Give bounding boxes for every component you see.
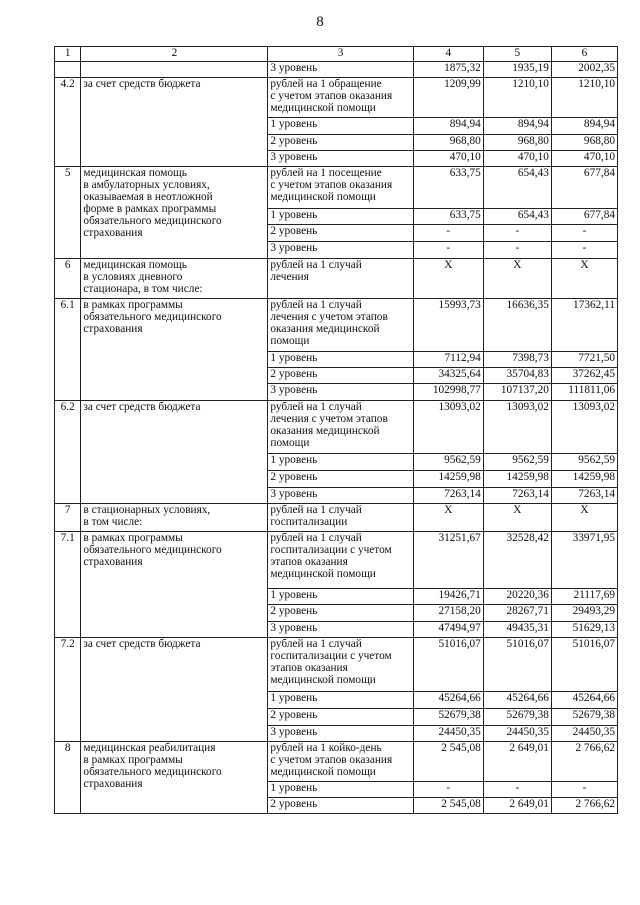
value-cell-year-2: 24450,35 xyxy=(483,726,551,742)
unit-cell: 1 уровень xyxy=(268,454,413,471)
value-cell-year-2: 51016,07 xyxy=(483,638,551,692)
unit-cell: 3 уровень xyxy=(268,242,413,259)
indicator-name-cell: за счет средств бюджета xyxy=(81,401,268,504)
value-cell-year-2: 16636,35 xyxy=(483,299,551,352)
value-cell-year-2: - xyxy=(483,242,551,259)
value-cell-year-3: X xyxy=(551,504,617,532)
indicator-name-cell: в рамках программы обязательного медицинского страхования xyxy=(81,532,268,638)
value-cell-year-1: 633,75 xyxy=(413,209,483,225)
unit-cell: 2 уровень xyxy=(268,605,413,622)
value-cell-year-1: 102998,77 xyxy=(413,384,483,401)
unit-cell: 1 уровень xyxy=(268,692,413,709)
unit-cell: 3 уровень xyxy=(268,384,413,401)
value-cell-year-3: - xyxy=(551,242,617,259)
value-cell-year-1: 34325,64 xyxy=(413,368,483,384)
value-cell-year-2: X xyxy=(483,504,551,532)
value-cell-year-2: 894,94 xyxy=(483,118,551,135)
value-cell-year-2: 14259,98 xyxy=(483,471,551,488)
unit-cell: рублей на 1 обращение с учетом этапов оказания медицинской помощи xyxy=(268,78,413,118)
value-cell-year-3: 9562,59 xyxy=(551,454,617,471)
table-row xyxy=(55,259,618,299)
value-cell-year-2: 654,43 xyxy=(483,167,551,209)
row-number-cell xyxy=(55,62,81,78)
table-row xyxy=(55,167,618,209)
value-cell-year-1: 470,10 xyxy=(413,151,483,167)
value-cell-year-3: 51629,13 xyxy=(551,622,617,638)
value-cell-year-2: 45264,66 xyxy=(483,692,551,709)
unit-cell: 1 уровень xyxy=(268,352,413,368)
row-number-cell: 6 xyxy=(55,259,81,299)
indicator-name-cell: медицинская реабилитация в рамках программы обязательного медицинского страхования xyxy=(81,742,268,814)
unit-cell: рублей на 1 случай госпитализации xyxy=(268,504,413,532)
value-cell-year-2: 32528,42 xyxy=(483,532,551,589)
page-number: 8 xyxy=(316,14,324,30)
unit-cell: 1 уровень xyxy=(268,118,413,135)
table-row xyxy=(55,78,618,118)
unit-cell: 3 уровень xyxy=(268,488,413,504)
value-cell-year-3: 37262,45 xyxy=(551,368,617,384)
value-cell-year-1: 968,80 xyxy=(413,135,483,151)
unit-cell: рублей на 1 случай лечения с учетом этапов оказания медицинской помощи xyxy=(268,401,413,454)
unit-cell: 2 уровень xyxy=(268,471,413,488)
row-number-cell: 7.1 xyxy=(55,532,81,638)
value-cell-year-1: 19426,71 xyxy=(413,589,483,605)
value-cell-year-1: 2 545,08 xyxy=(413,742,483,782)
unit-cell: 3 уровень xyxy=(268,726,413,742)
value-cell-year-2: 2 649,01 xyxy=(483,798,551,814)
unit-cell: 1 уровень xyxy=(268,589,413,605)
table-row xyxy=(55,532,618,589)
unit-cell: рублей на 1 случай лечения xyxy=(268,259,413,299)
value-cell-year-3: 21117,69 xyxy=(551,589,617,605)
table-row xyxy=(55,742,618,782)
value-cell-year-1: 47494,97 xyxy=(413,622,483,638)
value-cell-year-1: 1209,99 xyxy=(413,78,483,118)
value-cell-year-1: 51016,07 xyxy=(413,638,483,692)
value-cell-year-3: 14259,98 xyxy=(551,471,617,488)
unit-cell: 2 уровень xyxy=(268,135,413,151)
value-cell-year-1: - xyxy=(413,225,483,242)
value-cell-year-3: 45264,66 xyxy=(551,692,617,709)
value-cell-year-1: 24450,35 xyxy=(413,726,483,742)
value-cell-year-3: - xyxy=(551,225,617,242)
value-cell-year-3: 24450,35 xyxy=(551,726,617,742)
row-number-cell: 4.2 xyxy=(55,78,81,167)
value-cell-year-3: 2 766,62 xyxy=(551,742,617,782)
value-cell-year-2: 1210,10 xyxy=(483,78,551,118)
value-cell-year-2: 9562,59 xyxy=(483,454,551,471)
table-row xyxy=(55,401,618,454)
indicator-name-cell: в стационарных условиях, в том числе: xyxy=(81,504,268,532)
value-cell-year-3: 2002,35 xyxy=(551,62,617,78)
unit-cell: рублей на 1 койко-день с учетом этапов оказания медицинской помощи xyxy=(268,742,413,782)
value-cell-year-1: 633,75 xyxy=(413,167,483,209)
value-cell-year-3: 894,94 xyxy=(551,118,617,135)
unit-cell: 3 уровень xyxy=(268,151,413,167)
unit-cell: рублей на 1 случай лечения с учетом этапов оказания медицинской помощи xyxy=(268,299,413,352)
value-cell-year-3: 7721,50 xyxy=(551,352,617,368)
value-cell-year-1: - xyxy=(413,782,483,798)
unit-cell: 2 уровень xyxy=(268,368,413,384)
row-number-cell: 7 xyxy=(55,504,81,532)
value-cell-year-2: 49435,31 xyxy=(483,622,551,638)
header-cell-2: 2 xyxy=(81,47,268,62)
value-cell-year-3: 17362,11 xyxy=(551,299,617,352)
unit-cell: 2 уровень xyxy=(268,798,413,814)
value-cell-year-2: 107137,20 xyxy=(483,384,551,401)
unit-cell: 1 уровень xyxy=(268,209,413,225)
row-number-cell: 6.2 xyxy=(55,401,81,504)
value-cell-year-1: X xyxy=(413,504,483,532)
indicator-name-cell: за счет средств бюджета xyxy=(81,638,268,742)
unit-cell: 3 уровень xyxy=(268,622,413,638)
indicator-name-cell xyxy=(81,62,268,78)
value-cell-year-1: 27158,20 xyxy=(413,605,483,622)
value-cell-year-3: 1210,10 xyxy=(551,78,617,118)
value-cell-year-2: 968,80 xyxy=(483,135,551,151)
value-cell-year-1: 45264,66 xyxy=(413,692,483,709)
value-cell-year-1: 15993,73 xyxy=(413,299,483,352)
value-cell-year-2: X xyxy=(483,259,551,299)
value-cell-year-2: - xyxy=(483,225,551,242)
unit-cell: 2 уровень xyxy=(268,225,413,242)
value-cell-year-1: X xyxy=(413,259,483,299)
value-cell-year-3: 7263,14 xyxy=(551,488,617,504)
unit-cell: рублей на 1 случай госпитализации с учетом этапов оказания медицинской помощи xyxy=(268,532,413,589)
value-cell-year-2: 7263,14 xyxy=(483,488,551,504)
value-cell-year-2: 2 649,01 xyxy=(483,742,551,782)
header-cell-5: 5 xyxy=(483,47,551,62)
table-row xyxy=(55,299,618,352)
value-cell-year-1: 13093,02 xyxy=(413,401,483,454)
unit-cell: 2 уровень xyxy=(268,709,413,726)
value-cell-year-3: 111811,06 xyxy=(551,384,617,401)
value-cell-year-3: 2 766,62 xyxy=(551,798,617,814)
value-cell-year-2: - xyxy=(483,782,551,798)
value-cell-year-1: 7112,94 xyxy=(413,352,483,368)
value-cell-year-3: X xyxy=(551,259,617,299)
value-cell-year-1: 2 545,08 xyxy=(413,798,483,814)
value-cell-year-2: 52679,38 xyxy=(483,709,551,726)
value-cell-year-1: 1875,32 xyxy=(413,62,483,78)
value-cell-year-1: - xyxy=(413,242,483,259)
table-row xyxy=(55,504,618,532)
value-cell-year-2: 13093,02 xyxy=(483,401,551,454)
value-cell-year-1: 7263,14 xyxy=(413,488,483,504)
indicator-name-cell: медицинская помощь в условиях дневного стационара, в том числе: xyxy=(81,259,268,299)
value-cell-year-3: 677,84 xyxy=(551,209,617,225)
indicator-name-cell: медицинская помощь в амбулаторных условиях, оказываемая в неотложной форме в рамках программы обязательного медицинского страхования xyxy=(81,167,268,259)
value-cell-year-2: 20220,36 xyxy=(483,589,551,605)
unit-cell: рублей на 1 посещение с учетом этапов оказания медицинской помощи xyxy=(268,167,413,209)
row-number-cell: 7.2 xyxy=(55,638,81,742)
value-cell-year-3: 677,84 xyxy=(551,167,617,209)
row-number-cell: 5 xyxy=(55,167,81,259)
value-cell-year-1: 52679,38 xyxy=(413,709,483,726)
tariff-table xyxy=(54,46,618,814)
value-cell-year-1: 31251,67 xyxy=(413,532,483,589)
header-row xyxy=(55,47,618,62)
indicator-name-cell: в рамках программы обязательного медицинского страхования xyxy=(81,299,268,401)
table-row xyxy=(55,638,618,692)
value-cell-year-3: 51016,07 xyxy=(551,638,617,692)
value-cell-year-2: 470,10 xyxy=(483,151,551,167)
value-cell-year-2: 1935,19 xyxy=(483,62,551,78)
unit-cell: 1 уровень xyxy=(268,782,413,798)
value-cell-year-2: 654,43 xyxy=(483,209,551,225)
value-cell-year-3: 470,10 xyxy=(551,151,617,167)
value-cell-year-2: 28267,71 xyxy=(483,605,551,622)
value-cell-year-3: 968,80 xyxy=(551,135,617,151)
table-body xyxy=(55,62,618,814)
value-cell-year-3: 52679,38 xyxy=(551,709,617,726)
header-cell-3: 3 xyxy=(268,47,413,62)
value-cell-year-1: 894,94 xyxy=(413,118,483,135)
value-cell-year-3: 13093,02 xyxy=(551,401,617,454)
table-row xyxy=(55,62,618,78)
row-number-cell: 6.1 xyxy=(55,299,81,401)
value-cell-year-1: 14259,98 xyxy=(413,471,483,488)
value-cell-year-3: 29493,29 xyxy=(551,605,617,622)
header-cell-1: 1 xyxy=(55,47,81,62)
unit-cell: рублей на 1 случай госпитализации с учетом этапов оказания медицинской помощи xyxy=(268,638,413,692)
value-cell-year-2: 7398,73 xyxy=(483,352,551,368)
value-cell-year-2: 35704,83 xyxy=(483,368,551,384)
indicator-name-cell: за счет средств бюджета xyxy=(81,78,268,167)
value-cell-year-3: - xyxy=(551,782,617,798)
value-cell-year-3: 33971,95 xyxy=(551,532,617,589)
value-cell-year-1: 9562,59 xyxy=(413,454,483,471)
header-cell-4: 4 xyxy=(413,47,483,62)
header-cell-6: 6 xyxy=(551,47,617,62)
unit-cell: 3 уровень xyxy=(268,62,413,78)
row-number-cell: 8 xyxy=(55,742,81,814)
